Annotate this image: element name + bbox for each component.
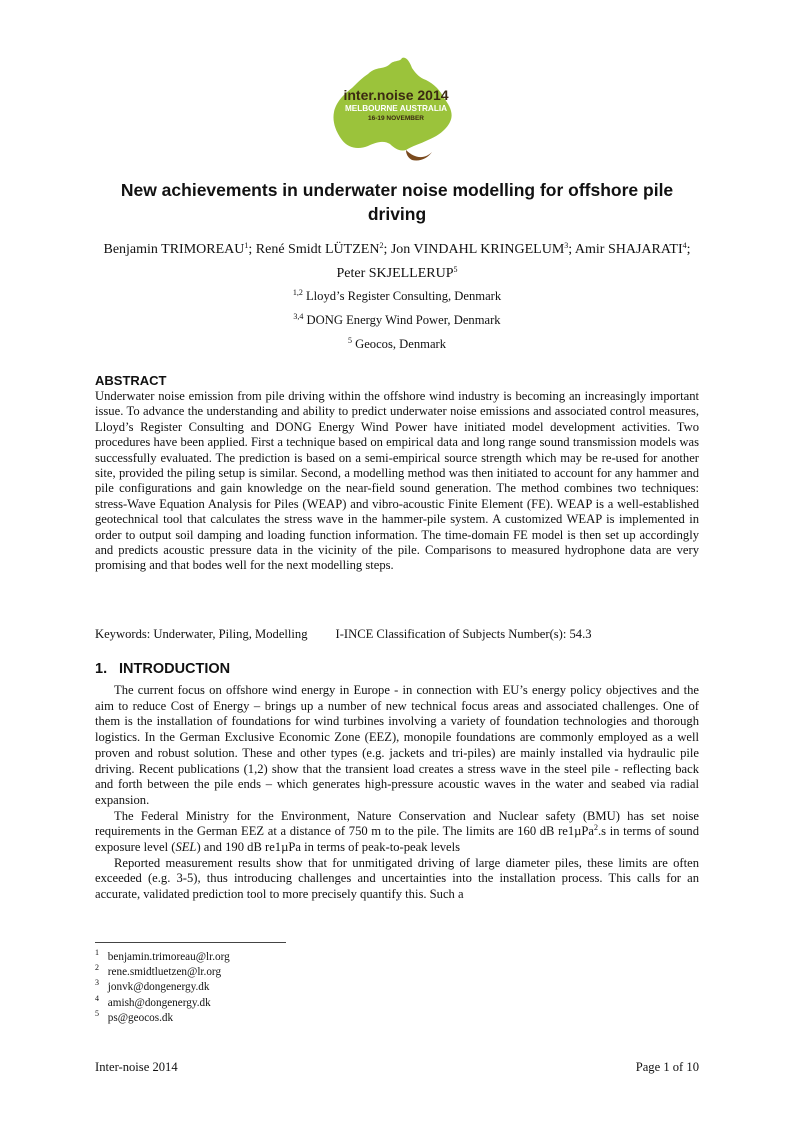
- keywords: Keywords: Underwater, Piling, Modelling: [95, 627, 308, 641]
- author: Peter SKJELLERUP$^5$: [336, 265, 458, 281]
- footnote: $^3$ jonvk@dongenergy.dk: [95, 978, 210, 994]
- page-number: Page 1 of 10: [635, 1060, 699, 1074]
- footer-conference: Inter-noise 2014: [95, 1060, 178, 1074]
- paragraph: The Federal Ministry for the Environment, Nature Conservation and Nuclear safety (BMU) has set noise requirements in the German EEZ at a distance of 750 m to the pile. The limits are 160 dB re1µPa$^2$.s in terms of sound exposure level (SEL) and 190 dB re1µPa in terms of peak-to-peak levels: [95, 808, 700, 855]
- paper-title: New achievements in underwater noise modelling for offshore pile driving: [120, 180, 674, 224]
- author-list: [95, 238, 699, 286]
- footnote: $^4$ amish@dongenergy.dk: [95, 993, 211, 1009]
- footnote: $^5$ ps@geocos.dk: [95, 1008, 174, 1024]
- conference-logo: [328, 54, 464, 166]
- section-heading: [95, 661, 230, 677]
- abstract-heading: ABSTRACT: [95, 373, 167, 388]
- logo-title: inter.noise 2014: [343, 87, 449, 103]
- footnote-divider: [95, 942, 286, 943]
- logo-dates: 16-19 NOVEMBER: [368, 115, 424, 122]
- keywords-line: [95, 627, 592, 642]
- affiliation: $^5$ Geocos, Denmark: [347, 336, 447, 351]
- author: René Smidt LÜTZEN$^2$;: [255, 241, 391, 257]
- paragraph: The current focus on offshore wind energy in Europe - in connection with EU’s energy policy objectives and the aim to reduce Cost of Energy – brings up a number of new technical focus areas and associated challenges. One of them is the installation of foundations for wind turbines involving a variety of foundation technologies and thorough logistics. In the German Exclusive Economic Zone (EEZ), monopile foundations are commonly employed as a well proven and robust solution. These and other types (e.g. jackets and tri-piles) are mainly installed via hydraulic pile driving. Recent publications (1,2) show that the transient load creates a stress wave in the steel pile - reflecting back and forth between the pile ends – which generates high-pressure acoustic waves in the water and seabed via radial expansion.: [95, 683, 699, 807]
- boomerang-shape: [406, 150, 432, 161]
- footnotes: [95, 950, 230, 1026]
- paragraph: Reported measurement results show that for unmitigated driving of large diameter piles, these limits are often exceeded (e.g. 3-5), thus introducing challenges and uncertainties into the installation process. This calls for an accurate, validated prediction tool to more precisely quantify this. Such a: [95, 855, 699, 902]
- introduction-body: [95, 683, 699, 903]
- author: Jon VINDAHL KRINGELUM$^3$;: [390, 241, 575, 257]
- author: Amir SHAJARATI$^4$;: [574, 241, 691, 257]
- section-title: INTRODUCTION: [119, 661, 231, 677]
- affiliation: $^{3,4}$ DONG Energy Wind Power, Denmark: [293, 312, 501, 327]
- footnote: $^2$ rene.smidtluetzen@lr.org: [95, 963, 222, 979]
- logo-location: MELBOURNE AUSTRALIA: [344, 104, 448, 113]
- affiliation: $^{1,2}$ Lloyd’s Register Consulting, Denmark: [292, 288, 502, 303]
- classification: I-INCE Classification of Subjects Number(s): 54.3: [335, 627, 592, 641]
- section-number: 1.: [95, 661, 108, 677]
- author: Benjamin TRIMOREAU$^1$;: [103, 241, 256, 257]
- abstract-body: Underwater noise emission from pile driving within the offshore wind industry is becoming an increasingly important issue. To advance the understanding and ability to predict underwater noise emissions and associated control measures, Lloyd’s Register Consulting and DONG Energy Wind Power have initiated model development activities. Two procedures have been applied. First a technique based on empirical data and long range sound transmission models was successfully evaluated. The prediction is based on a semi-empirical source strength which may be re-used for another site, provided the piling setup is similar. Second, a modelling method was then initiated to account for any hammer and pile configurations and gain knowledge on the near-field sound generation. The method combines two techniques: stress-Wave Equation Analysis for Piles (WEAP) and vibro-acoustic Finite Element (FE). WEAP is a well-established geotechnical tool that calculates the stress wave in the hammer-pile system. A customized WEAP is implemented in order to output soil damping and loading function information. The time-domain FE model is then set up accordingly and predicts acoustic pressure data in the vicinity of the pile. Comparisons to measured hydrophone data are very promising and that bodes well for the next modelling steps.: [95, 389, 699, 573]
- footnote: $^1$ benjamin.trimoreau@lr.org: [95, 948, 230, 963]
